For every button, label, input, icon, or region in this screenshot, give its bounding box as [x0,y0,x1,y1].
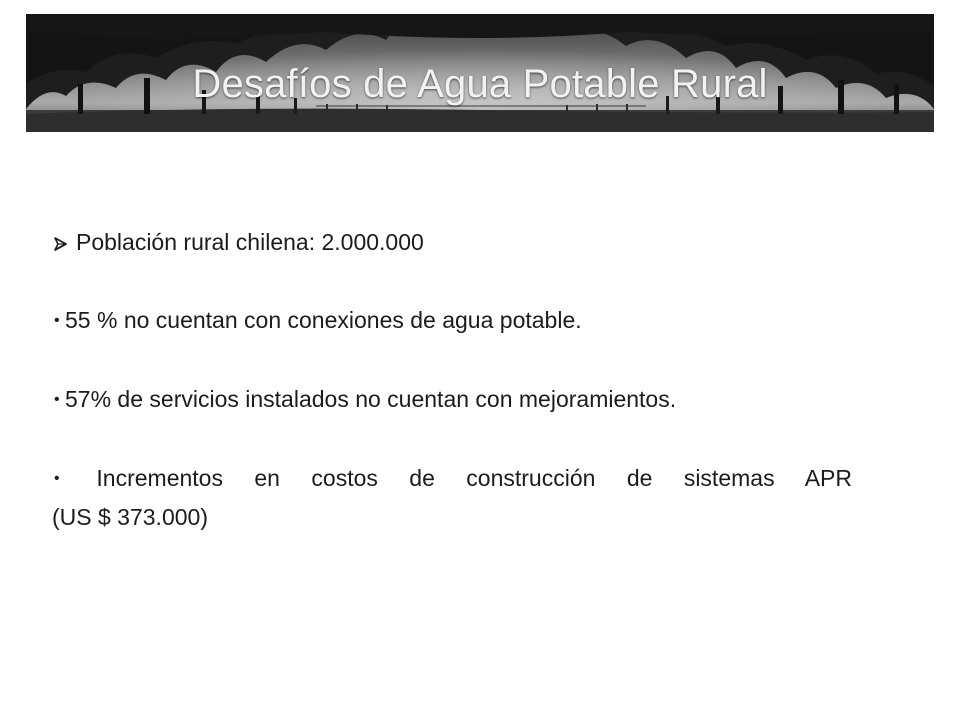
bullet-text-line-2: (US $ 373.000) [52,504,208,530]
slide-title: Desafíos de Agua Potable Rural [192,62,768,106]
header-banner [26,14,934,132]
bullet-text: Incrementos en costos de construcción de sistemas APR [96,465,853,491]
bullet-item-no-connections [52,300,852,341]
arrow-bullet-icon [52,235,74,253]
bullet-item-no-improvements [52,379,852,420]
bullet-text: 55 % no cuentan con conexiones de agua potable. [65,307,582,333]
bullet-text-line-1 [52,458,852,499]
bullet-text: 57% de servicios instalados no cuentan con mejoramientos. [65,386,677,412]
bullet-item-cost-increase [52,458,852,537]
bullet-dot: • [54,470,60,487]
bullet-dot: • [54,312,60,329]
bullet-list [52,222,852,537]
bullet-item-rural-population [52,222,852,262]
bullet-dot: • [54,391,60,408]
bullet-text: Población rural chilena: 2.000.000 [76,229,424,255]
